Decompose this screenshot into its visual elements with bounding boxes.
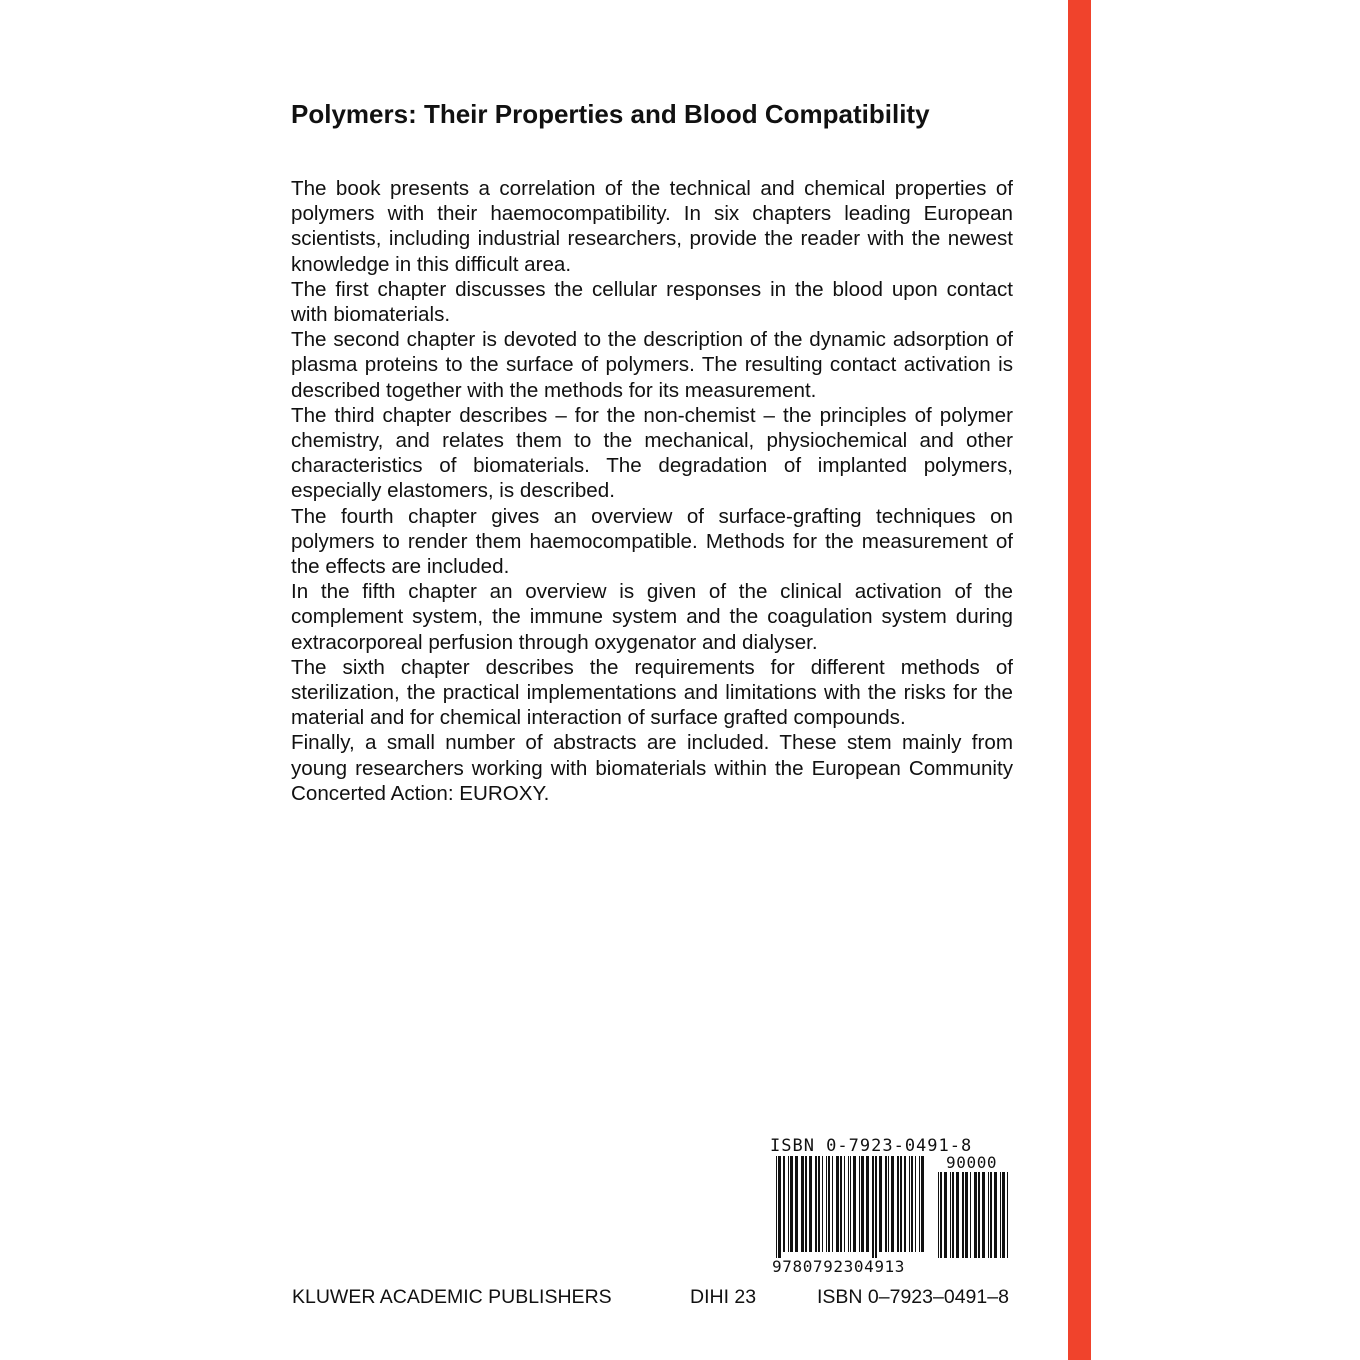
barcode-bar [801,1156,804,1252]
barcode-bar [875,1156,877,1258]
barcode-bar [888,1156,889,1252]
series-code: DIHI 23 [690,1286,757,1308]
barcode-bar [938,1172,939,1258]
barcode-bar [990,1172,992,1258]
barcode-bar [848,1156,849,1252]
blurb-paragraph-8: Finally, a small number of abstracts are included. These stem mainly from young researchers working with biomaterials within the European Community Concerted Action: EUROXY. [291,731,1013,805]
barcode-bar [805,1156,807,1252]
barcode-bar [891,1156,894,1252]
addon-bars [938,1172,1008,1258]
barcode-bar [826,1156,827,1252]
barcode-bar [897,1156,899,1252]
barcode-bar [828,1156,830,1252]
barcode-bar [974,1172,977,1258]
barcode-bar [900,1156,902,1252]
barcode-bar [778,1156,781,1258]
barcode-bar [853,1156,856,1252]
barcode-bar [988,1172,989,1258]
ean-bars [776,1156,924,1258]
barcode-bar [879,1156,882,1252]
barcode-bar [840,1156,842,1252]
barcode-bar [1002,1172,1005,1258]
ean-digits: 9780792304913 [772,1257,906,1276]
barcode-bar [850,1156,851,1252]
barcode-bar [861,1156,864,1252]
blurb-paragraph-6: In the fifth chapter an overview is given of the clinical activation of the complement system, the immune system and the coagulation system during extracorporeal perfusion through oxygenator and dialyser. [291,580,1013,654]
barcode-bar [809,1156,812,1252]
blurb-paragraph-4: The third chapter describes – for the non-chemist – the principles of polymer chemistry, and relates them to the mechanical, physiochemical and other characteristics of biomaterials. The degradation of implanted polymers, especially elastomers, is described. [291,403,1013,503]
footer-isbn: ISBN 0–7923–0491–8 [817,1286,1009,1308]
barcode-bar [822,1156,823,1252]
book-title: Polymers: Their Properties and Blood Compatibility [291,99,930,129]
accent-stripe [1068,0,1091,1360]
barcode-bar [982,1172,985,1258]
barcode-bar [836,1156,839,1252]
barcode-bar [776,1156,777,1258]
blurb-paragraph-1: The book presents a correlation of the technical and chemical properties of polymers with their haemocompatibility. In six chapters leading European scientists, including industrial researchers, provide the reader with the newest knowledge in this difficult area. [291,177,1013,276]
barcode-bar [815,1156,817,1252]
barcode-bar [866,1156,869,1252]
barcode-bar [1007,1172,1008,1258]
barcode-bar [962,1172,964,1258]
barcode-bar [790,1156,793,1252]
barcode-bar [904,1156,906,1252]
blurb-paragraph-2: The first chapter discusses the cellular responses in the blood upon contact with biomaterials. [291,277,1013,327]
barcode-bar [1000,1172,1001,1258]
barcode-bar [919,1156,920,1252]
barcode-bar [872,1156,874,1258]
barcode-bar [788,1156,789,1252]
addon-digits: 90000 [946,1154,998,1172]
barcode-bar [940,1172,942,1258]
barcode-bar [783,1156,785,1252]
barcode-bar [944,1172,947,1258]
isbn-barcode [766,1136,1016,1276]
barcode-bar [911,1156,913,1252]
barcode-bar [885,1156,887,1252]
blurb-paragraph-5: The fourth chapter gives an overview of surface-grafting techniques on polymers to render them haemocompatible. Methods for the measurement of the effects are included. [291,504,1013,579]
barcode-bar [978,1172,980,1258]
barcode-bar [818,1156,820,1252]
barcode-bar [909,1156,910,1252]
barcode-bar [994,1172,997,1258]
barcode-bar [859,1156,860,1252]
blurb-paragraph-3: The second chapter is devoted to the description of the dynamic adsorption of plasma proteins to the surface of polymers. The resulting contact activation is described together with the methods for its measurement. [291,328,1013,402]
barcode-bar [970,1172,971,1258]
barcode-bar [915,1156,916,1252]
barcode-bar [952,1172,954,1258]
barcode-bar [921,1156,924,1252]
barcode-bar [844,1156,845,1252]
cover-blurb [291,176,1013,806]
barcode-bar [950,1172,951,1258]
barcode-bar [956,1172,959,1258]
barcode-bar [965,1172,968,1258]
barcode-isbn-label: ISBN 0-7923-0491-8 [770,1136,973,1156]
blurb-paragraph-7: The sixth chapter describes the requirements for different methods of sterilization, the practical implementations and limitations with the risks for the material and for chemical interaction of surface grafted compounds. [291,655,1013,730]
publisher-name: KLUWER ACADEMIC PUBLISHERS [292,1286,612,1308]
barcode-bar [795,1156,798,1252]
barcode-bar [832,1156,833,1252]
barcode-graphic [766,1154,1014,1276]
